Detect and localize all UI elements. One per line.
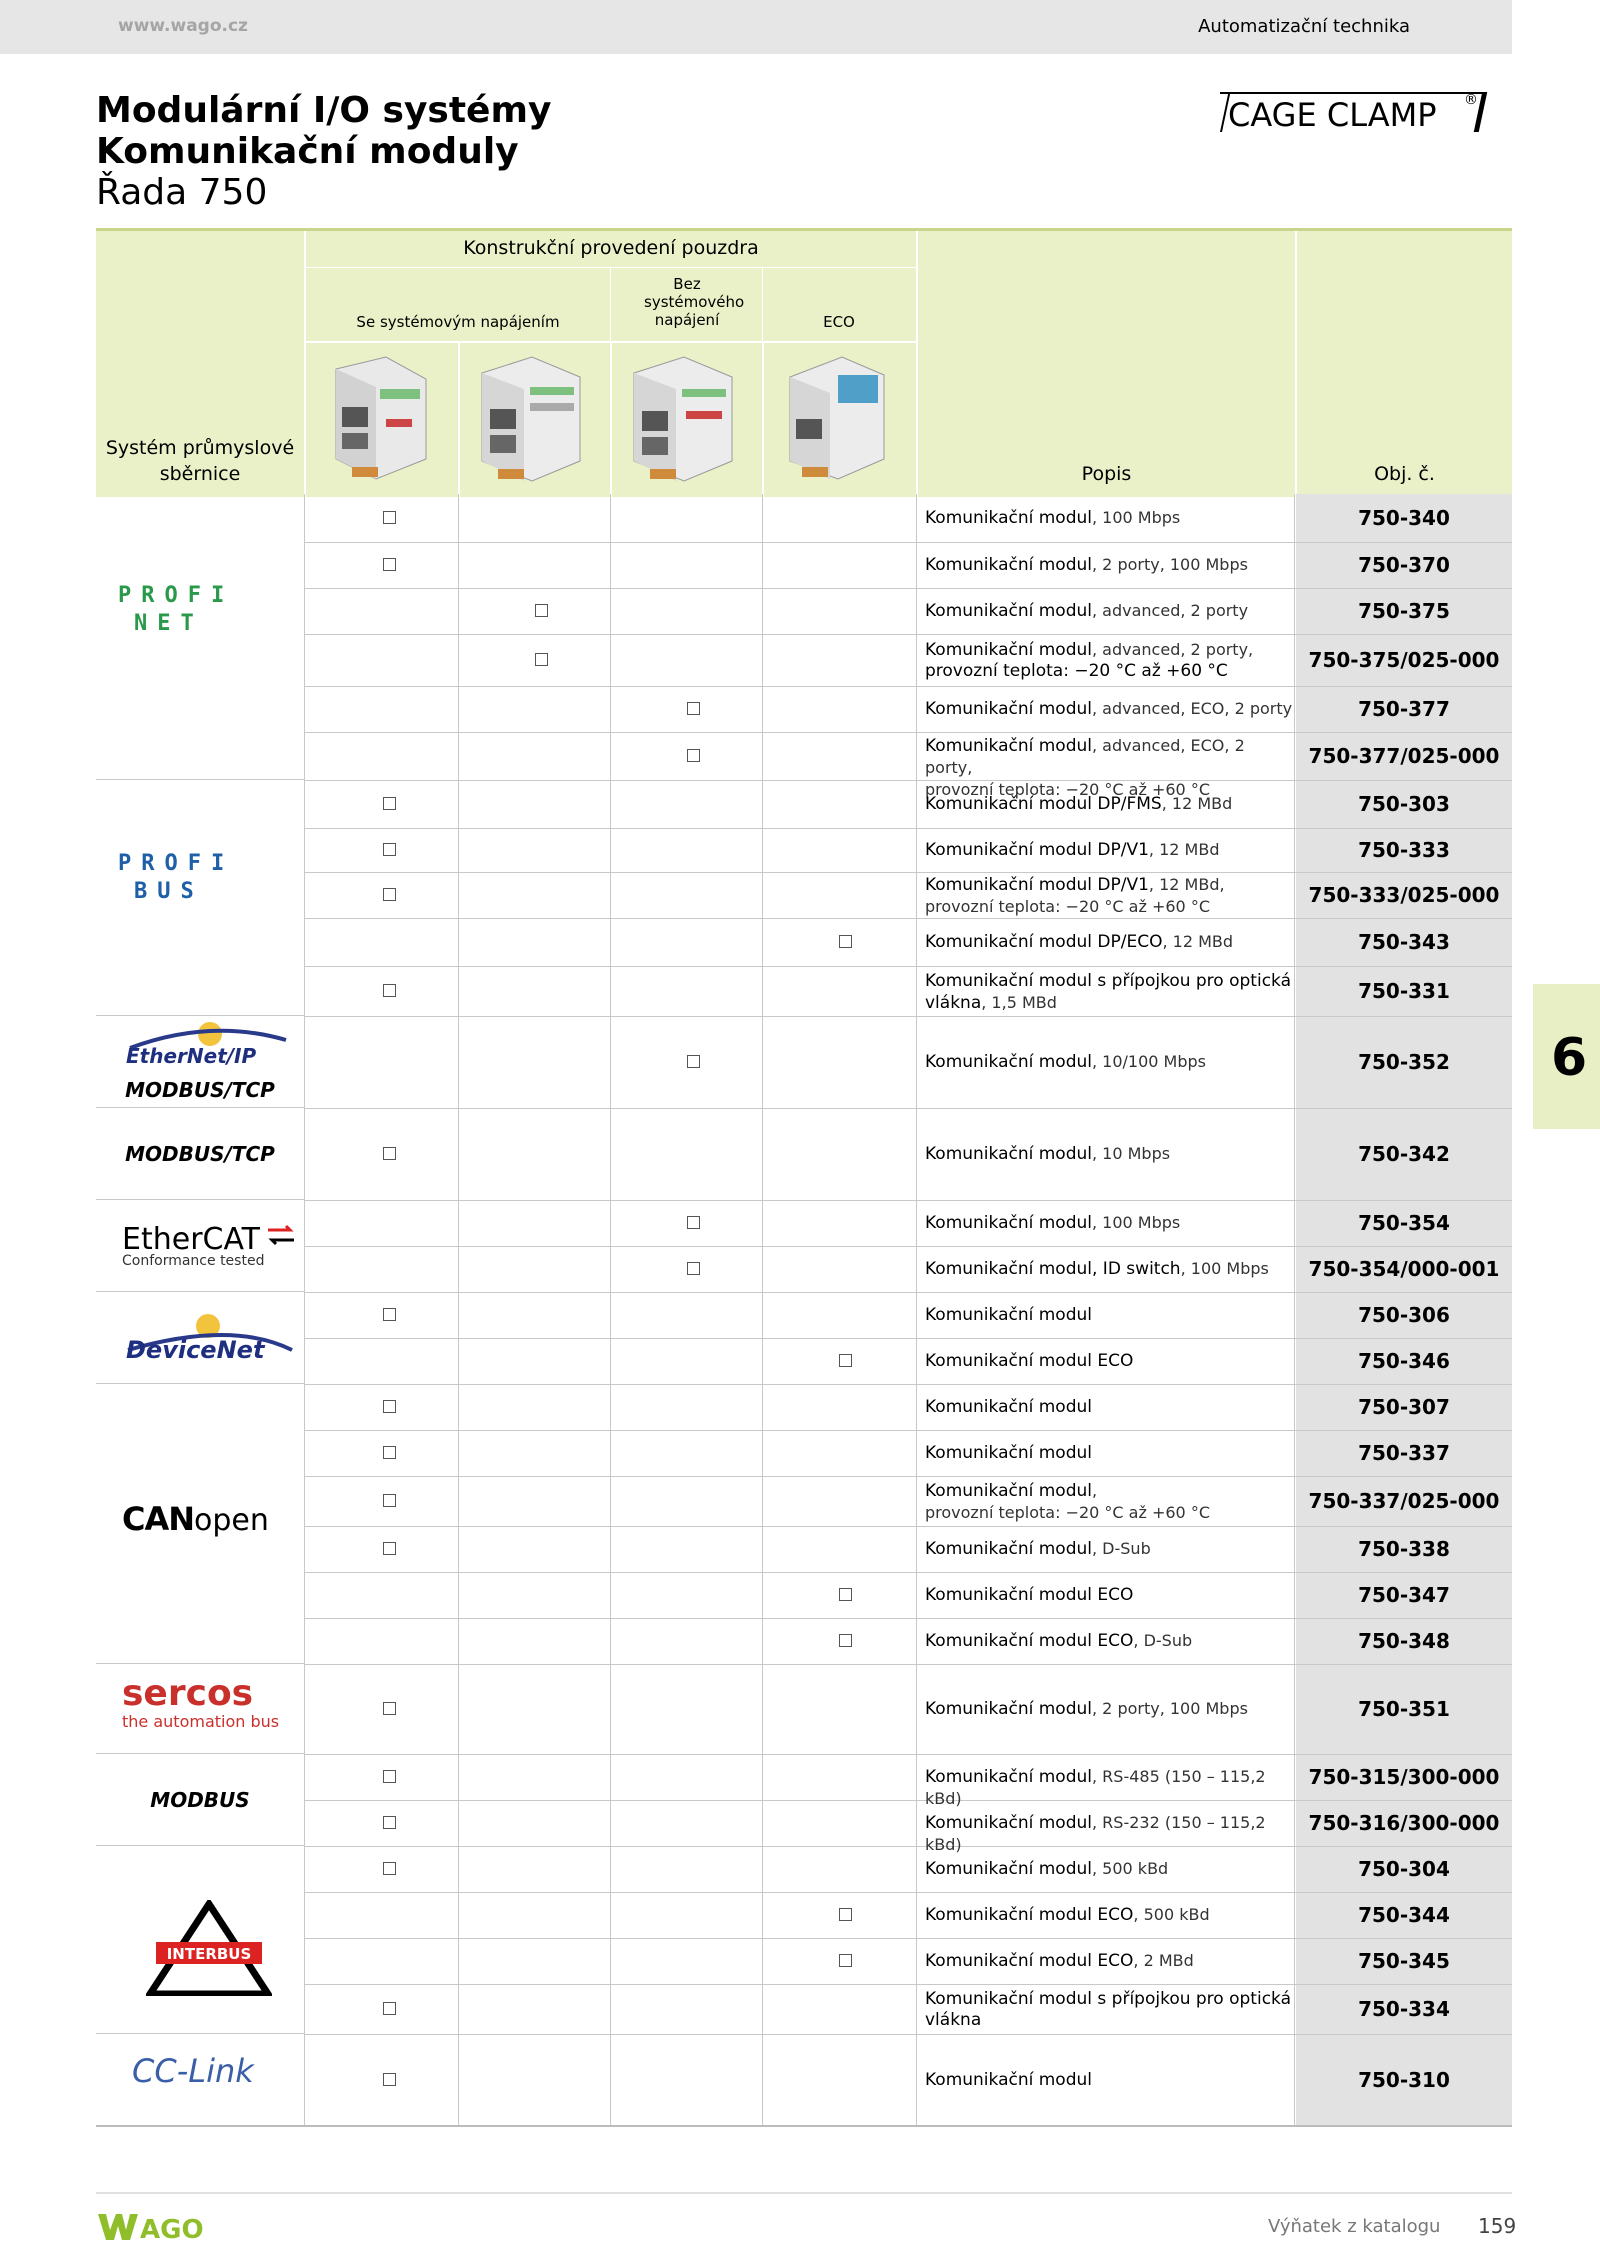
variant-checkbox[interactable] [383, 1400, 396, 1413]
bus-group-separator [96, 779, 304, 780]
desc-line2: provozní teplota: −20 °C až +60 °C [925, 897, 1210, 916]
desc-bold: Komunikační modul [925, 1305, 1092, 1325]
bus-group-separator [96, 1845, 304, 1846]
footer-divider [96, 2192, 1512, 2194]
module-photo-4 [772, 349, 904, 489]
variant-checkbox[interactable] [383, 558, 396, 571]
desc-bold: Komunikační modul ECO [925, 1905, 1134, 1925]
module-photo-2 [468, 349, 600, 489]
desc-bold: Komunikační modul [925, 640, 1092, 660]
desc-line2: vlákna [925, 993, 982, 1013]
desc-bold: Komunikační modul DP/ECO [925, 932, 1163, 952]
ethercat-subtext: Conformance tested [122, 1253, 265, 1269]
desc-bold: Komunikační modul [925, 1813, 1092, 1833]
order-number[interactable]: 750-340 [1358, 506, 1450, 530]
order-number[interactable]: 750-348 [1358, 1629, 1450, 1653]
order-number[interactable]: 750-307 [1358, 1395, 1450, 1419]
modbustcp-label-1: MODBUS/TCP [125, 1078, 275, 1102]
desc-bold: Komunikační modul [925, 1539, 1092, 1559]
row-description [925, 1396, 1295, 1418]
row-description [925, 1858, 1295, 1880]
row-description [925, 554, 1295, 576]
desc-rest: , 12 MBd, [1148, 875, 1225, 894]
order-number[interactable]: 750-334 [1358, 1997, 1450, 2021]
variant-checkbox[interactable] [383, 1542, 396, 1555]
profinet-text-bottom: NET [134, 611, 204, 636]
row-description [925, 874, 1295, 918]
profinet-text-top: PROFI [118, 583, 235, 608]
order-number[interactable]: 750-337/025-000 [1308, 1489, 1500, 1513]
row-description [925, 1051, 1295, 1073]
ethercat-logo [122, 1222, 302, 1282]
canopen-light: open [194, 1503, 269, 1538]
desc-line2: provozní teplota: −20 °C až +60 °C [925, 661, 1228, 681]
variant-checkbox[interactable] [383, 2073, 396, 2086]
row-description [925, 639, 1295, 682]
desc-bold: Komunikační modul DP/FMS [925, 794, 1162, 814]
bus-group-separator [96, 1015, 304, 1016]
desc-rest: , 100 Mbps [1092, 508, 1181, 527]
devicenet-text: DeviceNet [126, 1336, 265, 1364]
desc-bold: Komunikační modul ECO [925, 1351, 1134, 1371]
variant-checkbox[interactable] [383, 1308, 396, 1321]
order-number[interactable]: 750-304 [1358, 1857, 1450, 1881]
desc-bold: Komunikační modul ECO [925, 1631, 1134, 1651]
desc-bold: Komunikační modul DP/V1 [925, 875, 1149, 895]
order-number[interactable]: 750-338 [1358, 1537, 1450, 1561]
desc-bold: Komunikační modul DP/V1 [925, 840, 1149, 860]
desc-bold: Komunikační modul, ID switch [925, 1259, 1181, 1279]
module-photo-3 [620, 349, 752, 489]
variant-checkbox[interactable] [383, 984, 396, 997]
col-header-obj: Obj. č. [1374, 463, 1435, 485]
desc-bold: Komunikační modul [925, 1443, 1092, 1463]
wago-logo [96, 2212, 206, 2242]
svg-text:AGO: AGO [140, 2215, 204, 2242]
desc-rest: , RS-232 (150 – 115,2 kBd) [925, 1813, 1266, 1854]
construction-group-header: Konstrukční provedení pouzdra [463, 237, 759, 259]
variant-checkbox[interactable] [383, 1446, 396, 1459]
order-number[interactable]: 750-375 [1358, 599, 1450, 623]
order-number[interactable]: 750-375/025-000 [1308, 648, 1500, 672]
desc-line2: vlákna [925, 2010, 982, 2030]
desc-bold: Komunikační modul [925, 555, 1092, 575]
row-description [925, 1904, 1295, 1926]
col-header-no-supply: Bez systémového napájení [644, 275, 745, 329]
desc-rest: , 12 MBd [1148, 840, 1220, 859]
row-description [925, 793, 1295, 815]
order-number[interactable]: 750-347 [1358, 1583, 1450, 1607]
devicenet-logo [122, 1310, 298, 1370]
desc-rest: , advanced, 2 porty, [1092, 640, 1254, 659]
cage-clamp-reg: ® [1464, 92, 1478, 108]
variant-checkbox[interactable] [839, 1634, 852, 1647]
row-description [925, 1258, 1295, 1280]
order-number[interactable]: 750-346 [1358, 1349, 1450, 1373]
order-number[interactable]: 750-345 [1358, 1949, 1450, 1973]
desc-bold: Komunikační modul ECO [925, 1585, 1134, 1605]
desc-rest: , 2 MBd [1133, 1951, 1194, 1970]
row-description [925, 1143, 1295, 1165]
profibus-logo [116, 840, 292, 910]
desc-rest: , 100 Mbps [1180, 1259, 1269, 1278]
variant-checkbox[interactable] [383, 1702, 396, 1715]
footer-catalog: Výňatek z katalogu [1268, 2216, 1441, 2237]
order-number[interactable]: 750-333/025-000 [1308, 883, 1500, 907]
desc-bold: Komunikační modul [925, 508, 1092, 528]
row-description [925, 1950, 1295, 1972]
desc-rest: , 10 Mbps [1092, 1144, 1171, 1163]
variant-checkbox[interactable] [383, 1147, 396, 1160]
desc-line2-rest: , 1,5 MBd [981, 993, 1057, 1012]
order-number[interactable]: 750-342 [1358, 1142, 1450, 1166]
variant-checkbox[interactable] [839, 1908, 852, 1921]
variant-checkbox[interactable] [383, 1494, 396, 1507]
variant-checkbox[interactable] [383, 511, 396, 524]
row-description [925, 1350, 1295, 1372]
desc-rest: , D-Sub [1133, 1631, 1193, 1650]
title-line-1: Modulární I/O systémy [96, 90, 552, 131]
desc-rest: , 12 MBd [1162, 932, 1234, 951]
ethernetip-text: EtherNet/IP [126, 1044, 257, 1068]
title-line-2: Komunikační moduly [96, 131, 519, 172]
order-number[interactable]: 750-315/300-000 [1308, 1765, 1500, 1789]
row-description [925, 1480, 1295, 1524]
order-number[interactable]: 750-303 [1358, 792, 1450, 816]
desc-rest: , 10/100 Mbps [1092, 1052, 1206, 1071]
desc-bold: Komunikační modul s přípojkou pro optická [925, 971, 1291, 991]
order-number[interactable]: 750-344 [1358, 1903, 1450, 1927]
variant-checkbox[interactable] [535, 653, 548, 666]
row-description [925, 931, 1295, 953]
desc-bold: Komunikační modul [925, 1699, 1092, 1719]
modbustcp-label-2: MODBUS/TCP [125, 1142, 275, 1166]
module-photo-1 [316, 349, 448, 489]
col-header-bus: Systém průmyslové sběrnice [105, 437, 295, 485]
row-description [925, 1442, 1295, 1464]
variant-checkbox[interactable] [839, 1954, 852, 1967]
bus-group-separator [96, 1383, 304, 1384]
sercos-subtext: the automation bus [122, 1712, 280, 1731]
variant-checkbox[interactable] [383, 1770, 396, 1783]
variant-checkbox[interactable] [383, 888, 396, 901]
page-number: 159 [1478, 2214, 1517, 2238]
variant-checkbox[interactable] [687, 749, 700, 762]
col-header-eco: ECO [823, 313, 855, 331]
col-header-supply: Se systémovým napájením [356, 313, 560, 331]
row-description [925, 1698, 1295, 1720]
order-number[interactable]: 750-352 [1358, 1050, 1450, 1074]
order-number[interactable]: 750-351 [1358, 1697, 1450, 1721]
order-number[interactable]: 750-343 [1358, 930, 1450, 954]
desc-bold: Komunikační modul [925, 601, 1092, 621]
svg-text:PROFI: PROFI [118, 851, 235, 876]
desc-bold: Komunikační modul [925, 699, 1092, 719]
cclink-logo: CC-Link [132, 2052, 254, 2090]
variant-checkbox[interactable] [383, 1816, 396, 1829]
row-description [925, 970, 1295, 1014]
desc-rest: , D-Sub [1092, 1539, 1151, 1558]
row-description [925, 1538, 1295, 1560]
desc-rest: , advanced, ECO, 2 porty [1092, 699, 1293, 718]
row-description [925, 600, 1295, 622]
chapter-tab[interactable] [1533, 984, 1600, 1129]
order-number[interactable]: 750-354/000-001 [1308, 1257, 1500, 1281]
row-description [925, 1630, 1295, 1652]
top-bar [0, 0, 1512, 54]
interbus-logo [146, 1900, 272, 1996]
section-title: Automatizační technika [1198, 16, 1410, 37]
sercos-text: sercos [122, 1673, 254, 1714]
desc-rest: , 2 porty, 100 Mbps [1092, 1699, 1248, 1718]
desc-bold: Komunikační modul [925, 1213, 1092, 1233]
variant-checkbox[interactable] [383, 843, 396, 856]
variant-checkbox[interactable] [839, 1354, 852, 1367]
cage-clamp-text: CAGE CLAMP [1228, 96, 1437, 134]
page-title [96, 90, 551, 213]
desc-rest: , advanced, 2 porty [1092, 601, 1249, 620]
ethernetip-logo [120, 1018, 292, 1072]
row-description [925, 2069, 1295, 2091]
desc-rest: , 12 MBd [1161, 794, 1233, 813]
order-number[interactable]: 750-377 [1358, 697, 1450, 721]
variant-checkbox[interactable] [687, 1216, 700, 1229]
desc-rest: , RS-485 (150 – 115,2 kBd) [925, 1767, 1266, 1808]
interbus-text: INTERBUS [166, 1945, 252, 1963]
profinet-logo [116, 572, 292, 642]
variant-checkbox[interactable] [839, 935, 852, 948]
row-description [925, 698, 1295, 720]
canopen-bold: CAN [122, 1500, 195, 1538]
row-description [925, 1584, 1295, 1606]
ethercat-text: EtherCAT [122, 1222, 260, 1257]
modbus-label: MODBUS [150, 1788, 250, 1812]
bus-group-separator [96, 1753, 304, 1754]
order-number[interactable]: 750-377/025-000 [1308, 744, 1500, 768]
order-number[interactable]: 750-331 [1358, 979, 1450, 1003]
desc-bold: Komunikační modul [925, 736, 1092, 756]
desc-rest: , [1092, 1481, 1098, 1500]
svg-text:BUS: BUS [134, 879, 204, 904]
row-description [925, 839, 1295, 861]
desc-rest: , 100 Mbps [1092, 1213, 1181, 1232]
variant-checkbox[interactable] [687, 1055, 700, 1068]
desc-bold: Komunikační modul [925, 1144, 1092, 1164]
order-number[interactable]: 750-306 [1358, 1303, 1450, 1327]
variant-checkbox[interactable] [839, 1588, 852, 1601]
bus-group-separator [96, 2033, 304, 2034]
variant-checkbox[interactable] [383, 1862, 396, 1875]
cage-clamp-badge [1220, 92, 1486, 134]
desc-rest: , 500 kBd [1092, 1859, 1169, 1878]
desc-bold: Komunikační modul [925, 1767, 1092, 1787]
site-url[interactable]: www.wago.cz [118, 16, 248, 36]
table-bottom-border [96, 2125, 1512, 2127]
variant-checkbox[interactable] [383, 797, 396, 810]
desc-line2: provozní teplota: −20 °C až +60 °C [925, 780, 1210, 799]
desc-rest: , advanced, ECO, 2 porty, [925, 736, 1245, 777]
order-number[interactable]: 750-310 [1358, 2068, 1450, 2092]
canopen-logo [122, 1500, 302, 1538]
row-description [925, 1988, 1295, 2031]
desc-bold: Komunikační modul s přípojkou pro optická [925, 1989, 1291, 2009]
variant-checkbox[interactable] [535, 604, 548, 617]
order-number[interactable]: 750-333 [1358, 838, 1450, 862]
bus-group-separator [96, 1199, 304, 1200]
chapter-number: 6 [1551, 1028, 1588, 1088]
row-description [925, 1212, 1295, 1234]
order-number[interactable]: 750-370 [1358, 553, 1450, 577]
desc-bold: Komunikační modul [925, 1859, 1092, 1879]
desc-rest: , 2 porty, 100 Mbps [1092, 555, 1248, 574]
sercos-logo [122, 1673, 298, 1731]
order-number[interactable]: 750-316/300-000 [1308, 1811, 1500, 1835]
desc-bold: Komunikační modul [925, 1052, 1092, 1072]
row-description [925, 507, 1295, 529]
desc-line2: provozní teplota: −20 °C až +60 °C [925, 1503, 1210, 1522]
order-number[interactable]: 750-354 [1358, 1211, 1450, 1235]
variant-checkbox[interactable] [383, 2002, 396, 2015]
desc-rest: , 500 kBd [1133, 1905, 1210, 1924]
order-number[interactable]: 750-337 [1358, 1441, 1450, 1465]
bus-group-separator [96, 1291, 304, 1292]
col-header-desc: Popis [1081, 463, 1132, 485]
desc-bold: Komunikační modul [925, 2070, 1092, 2090]
title-line-3: Řada 750 [96, 172, 268, 213]
bus-group-separator [96, 1107, 304, 1108]
bus-group-separator [96, 1663, 304, 1664]
table-header [96, 228, 1512, 497]
variant-checkbox[interactable] [687, 1262, 700, 1275]
desc-bold: Komunikační modul ECO [925, 1951, 1134, 1971]
desc-bold: Komunikační modul [925, 1397, 1092, 1417]
row-description [925, 1304, 1295, 1326]
variant-checkbox[interactable] [687, 702, 700, 715]
desc-bold: Komunikační modul [925, 1481, 1092, 1501]
